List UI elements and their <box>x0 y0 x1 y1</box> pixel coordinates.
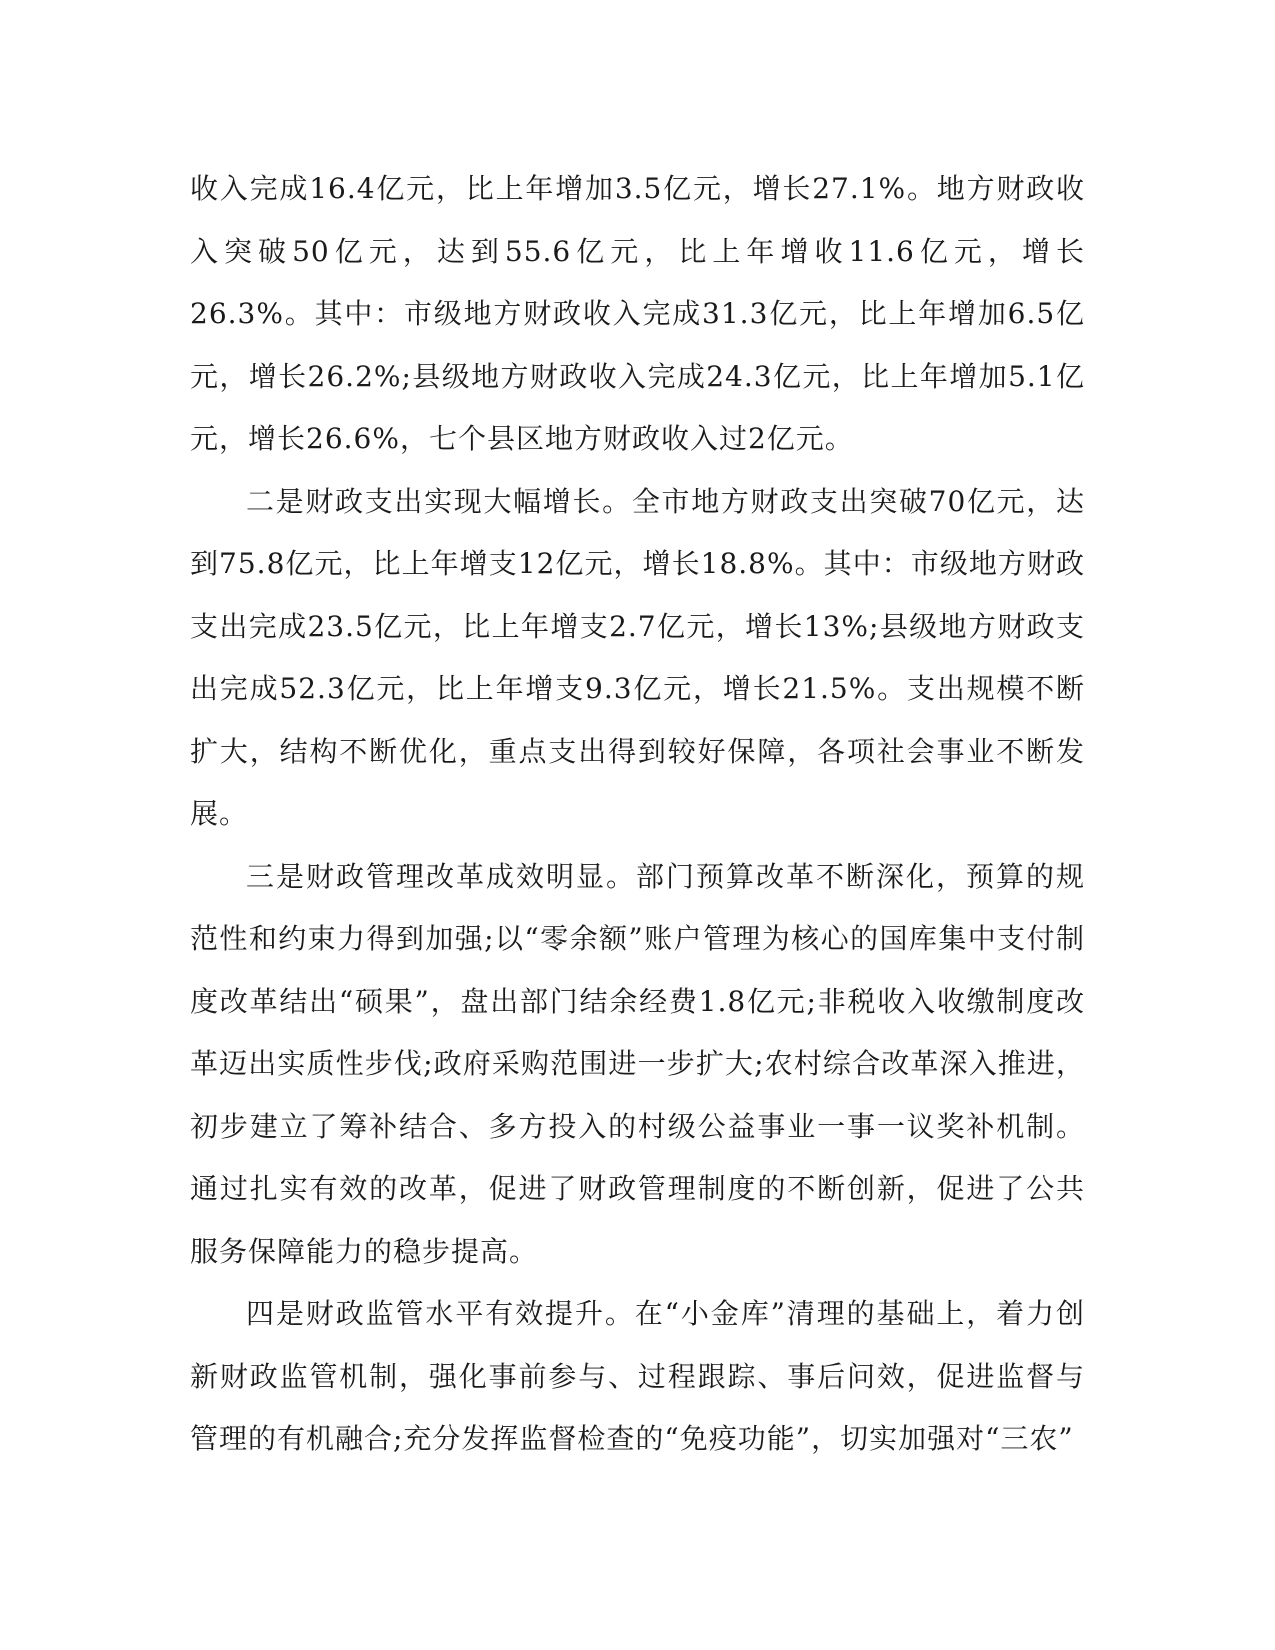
document-body <box>190 158 1085 1471</box>
paragraph-revenue-continued: 收入完成16.4亿元，比上年增加3.5亿元，增长27.1%。地方财政收入突破50亿元，达到55.6亿元，比上年增收11.6亿元，增长26.3%。其中：市级地方财政收入完成31.3亿元，比上年增加6.5亿元，增长26.2%;县级地方财政收入完成24.3亿元，比上年增加5.1亿元，增长26.6%，七个县区地方财政收入过2亿元。 <box>190 172 1085 455</box>
paragraph-management-reform: 三是财政管理改革成效明显。部门预算改革不断深化，预算的规范性和约束力得到加强;以“零余额”账户管理为核心的国库集中支付制度改革结出“硕果”，盘出部门结余经费1.8亿元;非税收入收缴制度改革迈出实质性步伐;政府采购范围进一步扩大;农村综合改革深入推进，初步建立了筹补结合、多方投入的村级公益事业一事一议奖补机制。通过扎实有效的改革，促进了财政管理制度的不断创新，促进了公共服务保障能力的稳步提高。 <box>190 859 1085 1268</box>
paragraph-expenditure-growth: 二是财政支出实现大幅增长。全市地方财政支出突破70亿元，达到75.8亿元，比上年增支12亿元，增长18.8%。其中：市级地方财政支出完成23.5亿元，比上年增支2.7亿元，增长13%;县级地方财政支出完成52.3亿元，比上年增支9.3亿元，增长21.5%。支出规模不断扩大，结构不断优化，重点支出得到较好保障，各项社会事业不断发展。 <box>190 484 1085 830</box>
paragraph-supervision-improvement: 四是财政监管水平有效提升。在“小金库”清理的基础上，着力创新财政监管机制，强化事前参与、过程跟踪、事后问效，促进监督与管理的有机融合;充分发挥监督检查的“免疫功能”，切实加强对“三农” <box>190 1297 1085 1455</box>
